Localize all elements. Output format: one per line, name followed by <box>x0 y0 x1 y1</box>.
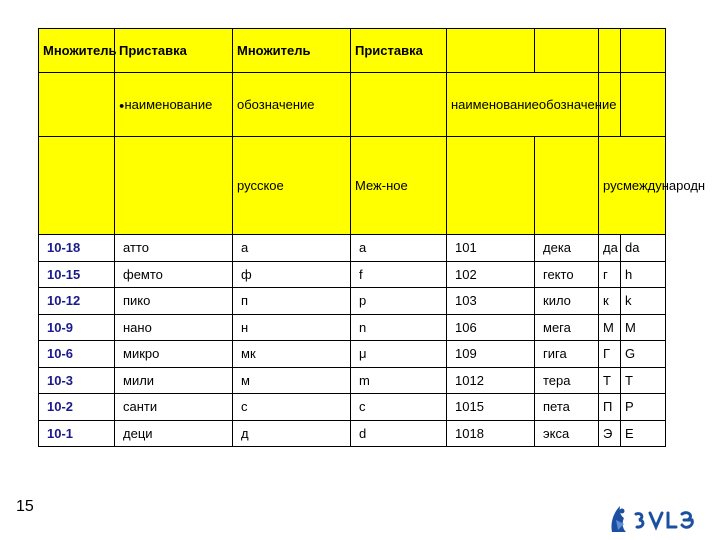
header-name-symbol-2 <box>447 73 617 137</box>
cell-multiplier-2: 102 <box>447 261 535 288</box>
header-international: Меж-ное <box>351 137 447 235</box>
header-empty <box>39 73 115 137</box>
cell-multiplier-2: 109 <box>447 341 535 368</box>
header-symbol-2: обозначение <box>538 97 617 112</box>
cell-prefix-symbol-intl: μ <box>351 341 447 368</box>
cell-prefix-symbol-intl-2: E <box>621 420 666 447</box>
header-international-2: международн <box>622 178 706 193</box>
cell-prefix-name: мили <box>115 367 233 394</box>
cell-prefix-symbol-intl: p <box>351 288 447 315</box>
header-row-1 <box>39 29 666 73</box>
header-row-3 <box>39 137 666 235</box>
table-row <box>39 288 666 315</box>
cell-prefix-symbol-ru-2: Т <box>599 367 621 394</box>
header-empty <box>599 29 621 73</box>
cell-multiplier-2: 1018 <box>447 420 535 447</box>
cell-prefix-name: атто <box>115 235 233 262</box>
cell-prefix-symbol-ru-2: Г <box>599 341 621 368</box>
cell-prefix-symbol-ru-2: Э <box>599 420 621 447</box>
cell-prefix-symbol-ru-2: да <box>599 235 621 262</box>
header-empty <box>535 29 599 73</box>
cell-multiplier-2: 103 <box>447 288 535 315</box>
cell-prefix-name: микро <box>115 341 233 368</box>
cell-prefix-symbol-ru: мк <box>233 341 351 368</box>
cell-multiplier-2: 1015 <box>447 394 535 421</box>
cell-prefix-name: нано <box>115 314 233 341</box>
cell-prefix-symbol-ru: ф <box>233 261 351 288</box>
cell-prefix-name-2: мега <box>535 314 599 341</box>
cell-multiplier: 10-2 <box>39 394 115 421</box>
header-name-cell <box>115 73 233 137</box>
header-symbol: обозначение <box>233 73 351 137</box>
table-row <box>39 261 666 288</box>
header-row-2 <box>39 73 666 137</box>
header-empty <box>447 29 535 73</box>
cell-multiplier-2: 106 <box>447 314 535 341</box>
cell-prefix-name: пико <box>115 288 233 315</box>
cell-prefix-symbol-intl: c <box>351 394 447 421</box>
cell-multiplier: 10-12 <box>39 288 115 315</box>
header-empty <box>621 29 666 73</box>
cell-prefix-symbol-ru: м <box>233 367 351 394</box>
cell-prefix-symbol-ru-2: М <box>599 314 621 341</box>
logo-emblem-icon <box>611 506 626 532</box>
cell-prefix-symbol-intl-2: P <box>621 394 666 421</box>
header-name-2: наименование <box>451 97 539 112</box>
header-empty <box>621 73 666 137</box>
cell-prefix-symbol-intl-2: da <box>621 235 666 262</box>
cell-prefix-symbol-intl: m <box>351 367 447 394</box>
cell-prefix-name-2: экса <box>535 420 599 447</box>
cell-prefix-symbol-intl-2: h <box>621 261 666 288</box>
cell-prefix-symbol-ru-2: г <box>599 261 621 288</box>
cell-prefix-symbol-intl: f <box>351 261 447 288</box>
cell-prefix-symbol-ru: а <box>233 235 351 262</box>
cell-prefix-symbol-ru: н <box>233 314 351 341</box>
header-empty <box>351 73 447 137</box>
header-empty <box>447 137 535 235</box>
table-row <box>39 314 666 341</box>
header-russian-2: рус <box>603 178 623 193</box>
cell-prefix-symbol-intl-2: M <box>621 314 666 341</box>
header-name: наименование <box>124 97 213 112</box>
si-prefix-table <box>38 28 706 447</box>
university-logo <box>606 500 702 536</box>
cell-prefix-name: деци <box>115 420 233 447</box>
cell-prefix-symbol-ru-2: к <box>599 288 621 315</box>
cell-prefix-symbol-intl: d <box>351 420 447 447</box>
cell-prefix-symbol-ru-2: П <box>599 394 621 421</box>
cell-prefix-name-2: дека <box>535 235 599 262</box>
cell-prefix-symbol-intl-2: G <box>621 341 666 368</box>
header-prefix-2: Приставка <box>351 29 447 73</box>
table-row <box>39 341 666 368</box>
cell-multiplier: 10-18 <box>39 235 115 262</box>
table-row <box>39 394 666 421</box>
cell-prefix-name: санти <box>115 394 233 421</box>
cell-prefix-name-2: гекто <box>535 261 599 288</box>
table-row <box>39 367 666 394</box>
header-russian-international-2 <box>599 137 706 235</box>
cell-prefix-name-2: пета <box>535 394 599 421</box>
cell-multiplier: 10-3 <box>39 367 115 394</box>
header-multiplier: Множитель <box>39 29 115 73</box>
header-empty <box>115 137 233 235</box>
logo-lettering <box>636 513 692 528</box>
cell-prefix-name: фемто <box>115 261 233 288</box>
header-empty <box>535 137 599 235</box>
cell-prefix-symbol-ru: д <box>233 420 351 447</box>
bullet-icon: ● <box>119 100 125 111</box>
cell-prefix-symbol-intl-2: T <box>621 367 666 394</box>
cell-prefix-symbol-ru: п <box>233 288 351 315</box>
header-russian: русское <box>233 137 351 235</box>
header-prefix: Приставка <box>115 29 233 73</box>
header-multiplier-2: Множитель <box>233 29 351 73</box>
cell-prefix-symbol-ru: с <box>233 394 351 421</box>
cell-multiplier: 10-1 <box>39 420 115 447</box>
cell-multiplier-2: 101 <box>447 235 535 262</box>
cell-prefix-name-2: кило <box>535 288 599 315</box>
cell-multiplier: 10-6 <box>39 341 115 368</box>
table-row <box>39 420 666 447</box>
cell-multiplier: 10-9 <box>39 314 115 341</box>
cell-prefix-symbol-intl: a <box>351 235 447 262</box>
cell-prefix-symbol-intl: n <box>351 314 447 341</box>
table-body <box>39 235 666 447</box>
page-number: 15 <box>16 498 34 515</box>
cell-multiplier: 10-15 <box>39 261 115 288</box>
table-row <box>39 235 666 262</box>
cell-prefix-symbol-intl-2: k <box>621 288 666 315</box>
cell-prefix-name-2: гига <box>535 341 599 368</box>
header-empty <box>39 137 115 235</box>
cell-multiplier-2: 1012 <box>447 367 535 394</box>
cell-prefix-name-2: тера <box>535 367 599 394</box>
